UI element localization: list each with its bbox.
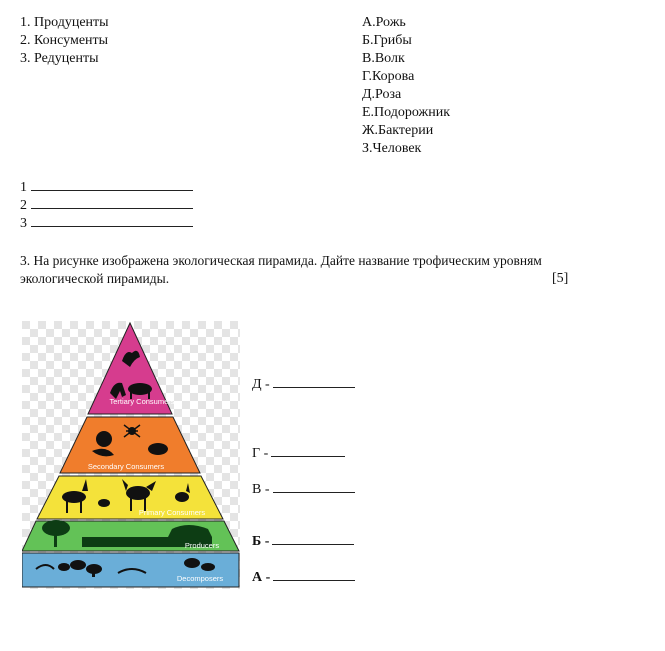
answer-blank[interactable]: [273, 568, 355, 581]
caption-decomposers: Decomposers: [176, 574, 224, 583]
question-text-cont: экологической пирамиды.: [20, 271, 170, 286]
caption-tertiary: Tertiary Consumers: [109, 397, 175, 406]
answer-blank[interactable]: [31, 214, 193, 227]
answer-level-d[interactable]: Д -: [252, 375, 355, 394]
answer-level-b[interactable]: Б -: [252, 532, 354, 551]
ecological-pyramid-image: [22, 321, 240, 589]
option-v: В.Волк: [362, 51, 405, 66]
term-consumers: 2. Консументы: [20, 33, 109, 48]
answer-level-g[interactable]: Г -: [252, 444, 345, 463]
answer-line-1[interactable]: 1: [20, 178, 193, 197]
option-zh: Ж.Бактерии: [362, 123, 434, 138]
caption-primary: Primary Consumers: [138, 508, 206, 517]
answer-level-a[interactable]: А -: [252, 568, 355, 587]
answer-blank[interactable]: [273, 375, 355, 388]
option-g: Г.Корова: [362, 69, 415, 84]
caption-producers: Producers: [184, 541, 220, 550]
answer-line-2[interactable]: 2: [20, 196, 193, 215]
marks-badge: [5]: [552, 271, 569, 286]
answer-blank[interactable]: [31, 178, 193, 191]
answer-blank[interactable]: [272, 532, 354, 545]
option-d: Д.Роза: [362, 87, 402, 102]
answer-blank[interactable]: [31, 196, 193, 209]
caption-secondary: Secondary Consumers: [87, 462, 165, 471]
term-decomposers: 3. Редуценты: [20, 51, 99, 66]
answer-line-3[interactable]: 3: [20, 214, 193, 233]
question-text: 3. На рисунке изображена экологическая пирамида. Дайте название трофическим уровням: [20, 253, 542, 268]
option-z: З.Человек: [362, 141, 422, 156]
option-b: Б.Грибы: [362, 33, 412, 48]
option-a: А.Рожь: [362, 15, 406, 30]
term-producers: 1. Продуценты: [20, 15, 109, 30]
answer-level-v[interactable]: В -: [252, 480, 355, 499]
answer-blank[interactable]: [271, 444, 345, 457]
answer-blank[interactable]: [273, 480, 355, 493]
option-e: Е.Подорожник: [362, 105, 450, 120]
